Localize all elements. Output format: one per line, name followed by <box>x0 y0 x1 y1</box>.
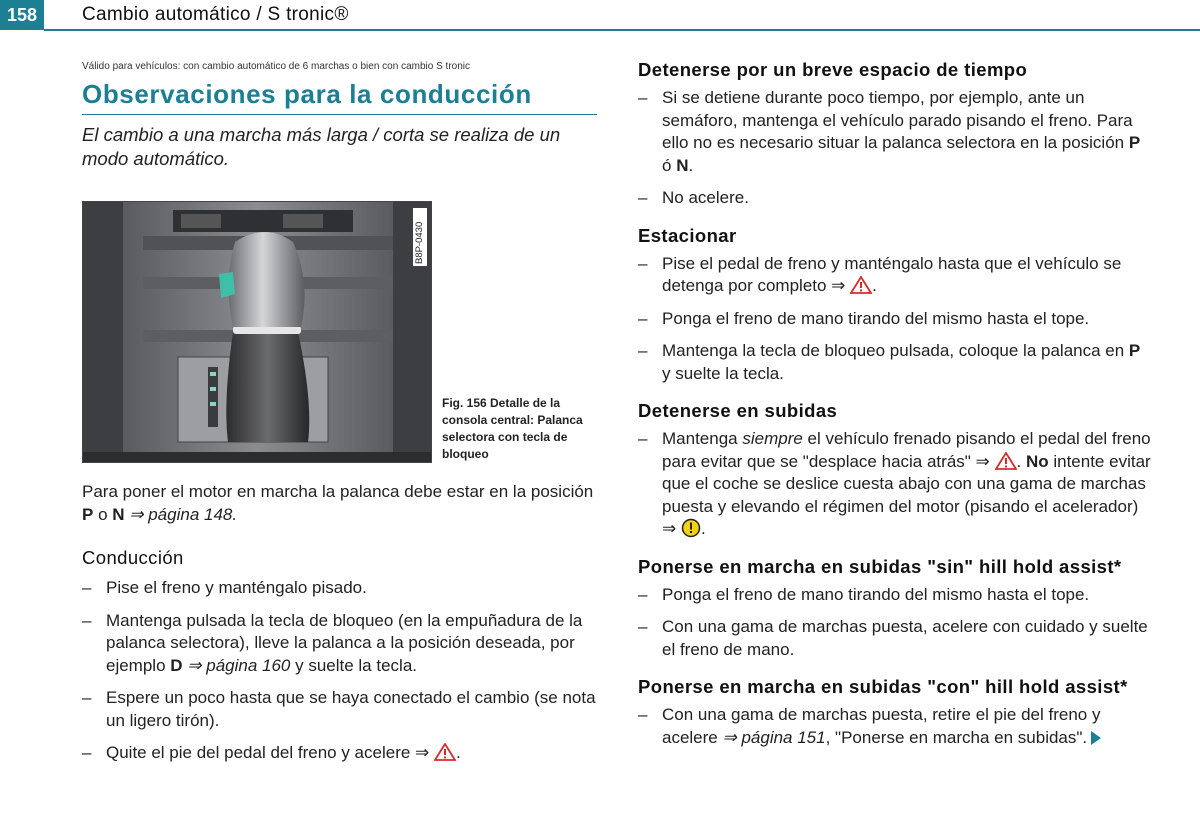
right-column <box>638 58 1153 759</box>
list-item: – Con una gama de marchas puesta, acelere con cuidado y suelte el freno de mano. <box>638 616 1153 661</box>
list-item: – Con una gama de marchas puesta, retire el pie del freno y acelere ⇒ página 151, "Ponerse en marcha en subidas". <box>638 704 1153 749</box>
conduccion-list <box>82 577 597 765</box>
heading-subidas-con: Ponerse en marcha en subidas "con" hill hold assist* <box>638 676 1128 697</box>
heading-subidas-sin: Ponerse en marcha en subidas "sin" hill hold assist* <box>638 555 1122 577</box>
list-item: – Quite el pie del pedal del freno y acelere ⇒ . <box>82 742 597 765</box>
warning-triangle-icon[interactable] <box>850 276 872 294</box>
lead-text: El cambio a una marcha más larga / corta se realiza de un modo automático. <box>82 124 561 169</box>
list-item: – Pise el freno y manténgalo pisado. <box>82 577 597 600</box>
left-column <box>82 58 597 775</box>
intro-paragraph: Para poner el motor en marcha la palanca debe estar en la posición P o N ⇒ página 148. <box>82 482 594 524</box>
list-item: – Mantenga pulsada la tecla de bloqueo (en la empuñadura de la palanca selectora), lleve la palanca a la posición deseada, por ejemplo D ⇒ página 160 y suelte la tecla. <box>82 610 597 678</box>
list-item: – Si se detiene durante poco tiempo, por ejemplo, ante un semáforo, mantenga el vehículo parado pisando el freno. Para ello no es necesario situar la palanca selectora en la posición P ó N. <box>638 87 1153 177</box>
figure-code: B8P-0430 <box>413 208 427 266</box>
continue-arrow-icon <box>1091 731 1101 745</box>
figure-caption: Fig. 156 Detalle de la consola central: Palanca selectora con tecla de bloqueo <box>442 396 583 461</box>
validity-note: Válido para vehículos: con cambio automático de 6 marchas o bien con cambio S tronic <box>82 61 470 72</box>
subidas-con-list <box>638 704 1153 749</box>
page-ref-148[interactable]: ⇒ página 148. <box>124 504 238 524</box>
heading-detenerse-breve: Detenerse por un breve espacio de tiempo <box>638 59 1028 80</box>
gear-selector-photo <box>82 201 432 463</box>
list-item: – Mantenga la tecla de bloqueo pulsada, coloque la palanca en P y suelte la tecla. <box>638 340 1153 385</box>
warning-triangle-icon[interactable] <box>995 452 1017 470</box>
section-title: Observaciones para la conducción <box>82 78 597 115</box>
list-item: – Ponga el freno de mano tirando del mismo hasta el tope. <box>638 584 1153 607</box>
detenerse-breve-list <box>638 87 1153 210</box>
subidas-sin-list <box>638 584 1153 662</box>
page-ref-151[interactable]: ⇒ página 151 <box>722 727 826 747</box>
header-rule <box>44 29 1200 31</box>
heading-conduccion: Conducción <box>82 547 184 568</box>
list-item: – No acelere. <box>638 187 1153 210</box>
estacionar-list <box>638 253 1153 386</box>
list-item: – Pise el pedal de freno y manténgalo hasta que el vehículo se detenga por completo ⇒ . <box>638 253 1153 298</box>
caution-circle-icon[interactable] <box>681 518 701 538</box>
page-ref-160[interactable]: ⇒ página 160 <box>182 655 291 675</box>
heading-detenerse-subidas: Detenerse en subidas <box>638 400 838 421</box>
detenerse-subidas-list <box>638 428 1153 541</box>
warning-triangle-icon[interactable] <box>434 743 456 761</box>
heading-estacionar: Estacionar <box>638 224 737 246</box>
list-item: – Espere un poco hasta que se haya conectado el cambio (se nota un ligero tirón). <box>82 687 597 732</box>
figure <box>82 201 597 463</box>
page-number: 158 <box>0 0 44 30</box>
running-title: Cambio automático / S tronic® <box>82 4 349 25</box>
list-item: – Ponga el freno de mano tirando del mismo hasta el tope. <box>638 308 1153 331</box>
list-item: – Mantenga siempre el vehículo frenado pisando el pedal del freno para evitar que se "desplace hacia atrás" ⇒ . No intente evitar que el coche se deslice cuesta abajo con una gama de marchas puesta y elevando el régimen del motor (pisando el acelerador) ⇒ . <box>638 428 1153 541</box>
page-header <box>0 0 1200 32</box>
